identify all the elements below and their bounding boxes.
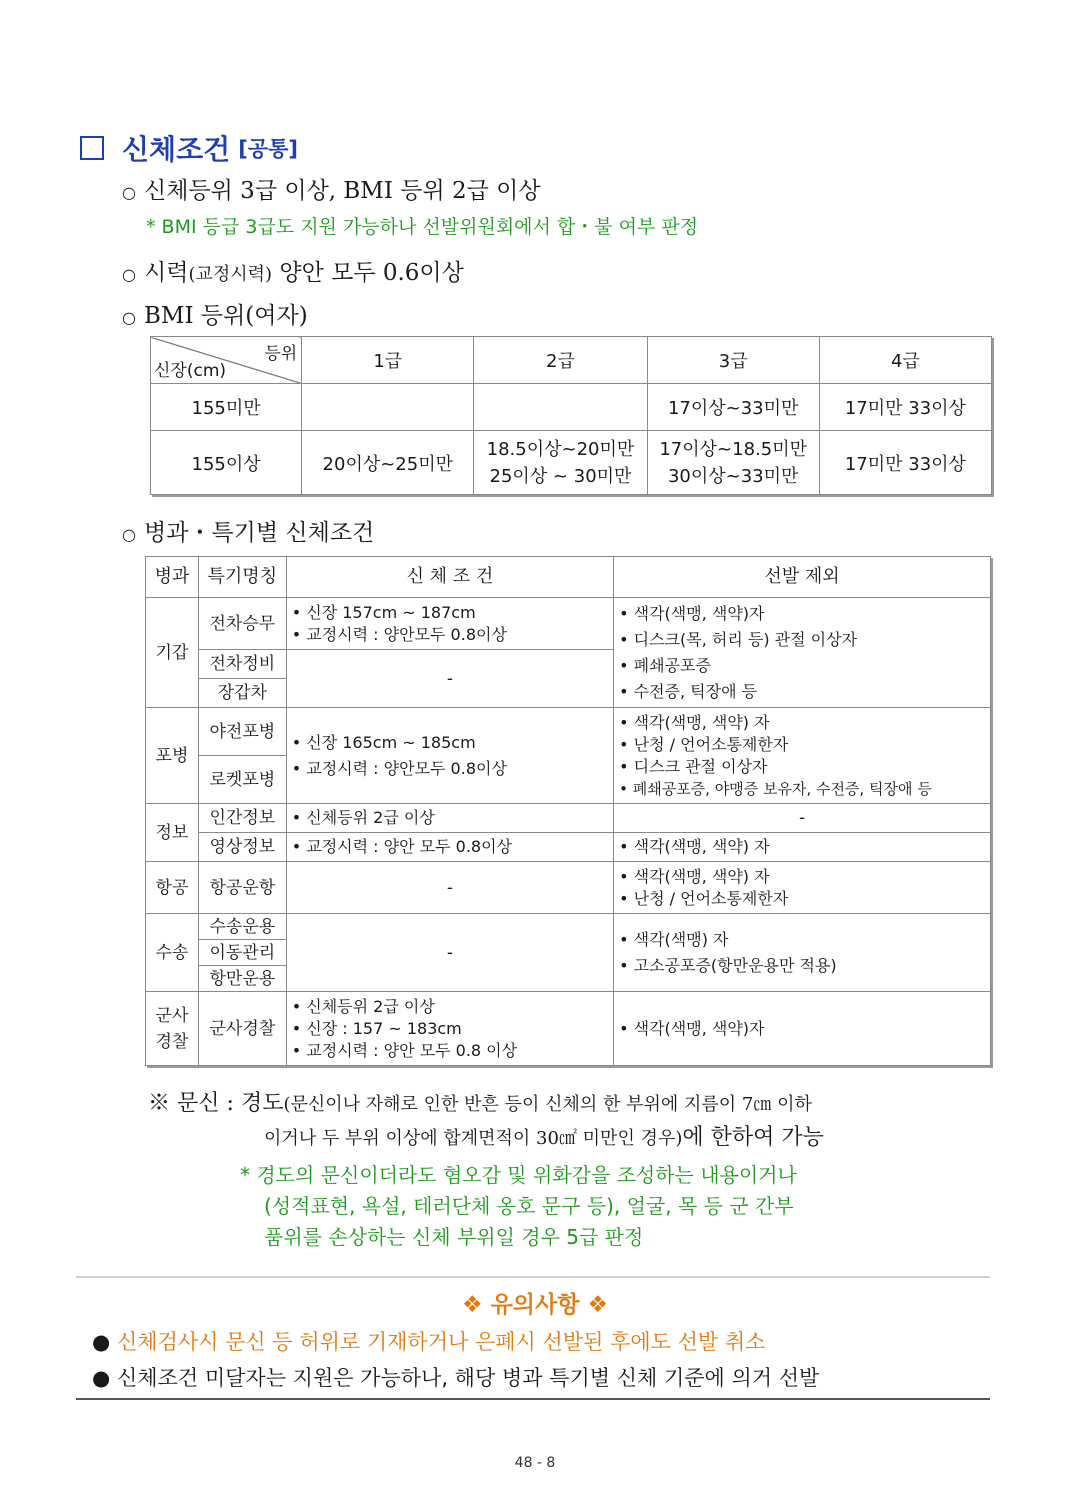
condition-cell: • 신체등위 2급 이상: [286, 804, 613, 833]
condition-cell: -: [286, 862, 613, 914]
condition-cell: • 신장 157cm ~ 187cm • 교정시력 : 양안모두 0.8이상: [286, 598, 613, 650]
specialty-cell: 이동관리: [198, 940, 286, 966]
bullet-bmi-grade: ○ BMI 등위(여자): [122, 303, 308, 329]
column-header: 병과: [146, 557, 199, 598]
exclusion-cell: • 색각(색맹, 색약)자 • 디스크(목, 허리 등) 관절 이상자 • 폐쇄공포증 • 수전증, 틱장애 등: [614, 598, 991, 708]
table-corner-cell: 등위 신장(cm): [151, 337, 302, 384]
specialty-cell: 군사경찰: [198, 992, 286, 1066]
table-cell: 17미만 33이상: [819, 431, 991, 495]
bullet-dot-icon: ●: [92, 1366, 111, 1390]
column-header: 특기명칭: [198, 557, 286, 598]
exclusion-cell: • 색각(색맹, 색약) 자: [614, 833, 991, 862]
specialty-cell: 항공운항: [198, 862, 286, 914]
checkbox-square-icon: [80, 136, 104, 160]
branch-cell: 기갑: [146, 598, 199, 708]
condition-cell: • 신장 165cm ~ 185cm • 교정시력 : 양안모두 0.8이상: [286, 708, 613, 804]
exclusion-cell: • 색각(색맹, 색약)자: [614, 992, 991, 1066]
reference-mark-icon: ※: [148, 1091, 171, 1116]
bullet-body-grade: ○ 신체등위 3급 이상, BMI 등위 2급 이상: [122, 178, 541, 204]
section-heading: [80, 128, 298, 168]
tattoo-note: * 경도의 문신이더라도 혐오감 및 위화감을 조성하는 내용이거나 (성적표현, 욕설, 테러단체 옹호 문구 등), 얼굴, 목 등 군 간부 품위를 손상하는 신체 부위일 경우 5급 판정: [240, 1163, 797, 1249]
circle-bullet-icon: ○: [122, 307, 136, 327]
column-header: 2급: [474, 337, 647, 384]
circle-bullet-icon: ○: [122, 264, 136, 284]
condition-cell: • 교정시력 : 양안 모두 0.8이상: [286, 833, 613, 862]
condition-cell: -: [286, 650, 613, 708]
exclusion-cell: • 색각(색맹, 색약) 자 • 난청 / 언어소통제한자: [614, 862, 991, 914]
branch-cell: 정보: [146, 804, 199, 862]
table-cell: 17미만 33이상: [819, 384, 991, 431]
column-header: 신 체 조 건: [286, 557, 613, 598]
bmi-note: * BMI 등급 3급도 지원 가능하나 선발위원회에서 합・불 여부 판정: [146, 216, 699, 238]
table-cell: [474, 384, 647, 431]
bullet-branch-conditions: ○ 병과・특기별 신체조건: [122, 520, 375, 546]
tattoo-line-1: ※ 문신 : 경도(문신이나 자해로 인한 반흔 등이 신체의 한 부위에 지름이 7㎝ 이하: [148, 1091, 812, 1116]
specialty-cell: 영상정보: [198, 833, 286, 862]
exclusion-cell: • 색각(색맹, 색약) 자 • 난청 / 언어소통제한자 • 디스크 관절 이상자 • 폐쇄공포증, 야맹증 보유자, 수전증, 틱장애 등: [614, 708, 991, 804]
notice-top-divider: [76, 1276, 990, 1278]
condition-cell: • 신체등위 2급 이상 • 신장 : 157 ~ 183cm • 교정시력 : 양안 모두 0.8 이상: [286, 992, 613, 1066]
tattoo-line-2: 이거나 두 부위 이상에 합계면적이 30㎠ 미만인 경우)에 한하여 가능: [264, 1125, 824, 1150]
specialty-cell: 전차승무: [198, 598, 286, 650]
exclusion-cell: -: [614, 804, 991, 833]
specialty-cell: 수송운용: [198, 914, 286, 940]
specialty-cell: 인간정보: [198, 804, 286, 833]
row-label: 155미만: [151, 384, 302, 431]
circle-bullet-icon: ○: [122, 182, 136, 202]
branch-cell: 포병: [146, 708, 199, 804]
column-header: 3급: [647, 337, 819, 384]
specialty-cell: 전차정비: [198, 650, 286, 679]
specialty-cell: 항만운용: [198, 966, 286, 992]
section-subtitle: [공통]: [238, 137, 298, 161]
branch-cell: 군사 경찰: [146, 992, 199, 1066]
row-label: 155이상: [151, 431, 302, 495]
column-header: 선발 제외: [614, 557, 991, 598]
specialty-cell: 장갑차: [198, 679, 286, 708]
table-cell: [302, 384, 474, 431]
branch-conditions-table: [145, 556, 991, 1066]
bmi-grade-table: [150, 336, 992, 495]
branch-cell: 수송: [146, 914, 199, 992]
section-title: 신체조건: [122, 133, 231, 166]
table-cell: 20이상~25미만: [302, 431, 474, 495]
table-cell: 17이상~33미만: [647, 384, 819, 431]
specialty-cell: 로켓포병: [198, 756, 286, 804]
page-number: 48 - 8: [514, 1455, 556, 1471]
bullet-dot-icon: ●: [92, 1330, 111, 1354]
exclusion-cell: • 색각(색맹) 자 • 고소공포증(항만운용만 적용): [614, 914, 991, 992]
notice-item: ● 신체조건 미달자는 지원은 가능하나, 해당 병과 특기별 신체 기준에 의거 선발: [92, 1366, 820, 1390]
column-header: 1급: [302, 337, 474, 384]
condition-cell: -: [286, 914, 613, 992]
table-cell: 18.5이상~20미만 25이상 ~ 30미만: [474, 431, 647, 495]
notice-title: ❖ 유의사항 ❖: [461, 1292, 609, 1318]
notice-bottom-divider: [76, 1398, 990, 1400]
column-header: 4급: [819, 337, 991, 384]
branch-cell: 항공: [146, 862, 199, 914]
circle-bullet-icon: ○: [122, 524, 136, 544]
notice-item: ● 신체검사시 문신 등 허위로 기재하거나 은폐시 선발된 후에도 선발 취소: [92, 1330, 766, 1354]
table-cell: 17이상~18.5미만 30이상~33미만: [647, 431, 819, 495]
bullet-eyesight: ○ 시력(교정시력) 양안 모두 0.6이상: [122, 260, 464, 286]
specialty-cell: 야전포병: [198, 708, 286, 756]
